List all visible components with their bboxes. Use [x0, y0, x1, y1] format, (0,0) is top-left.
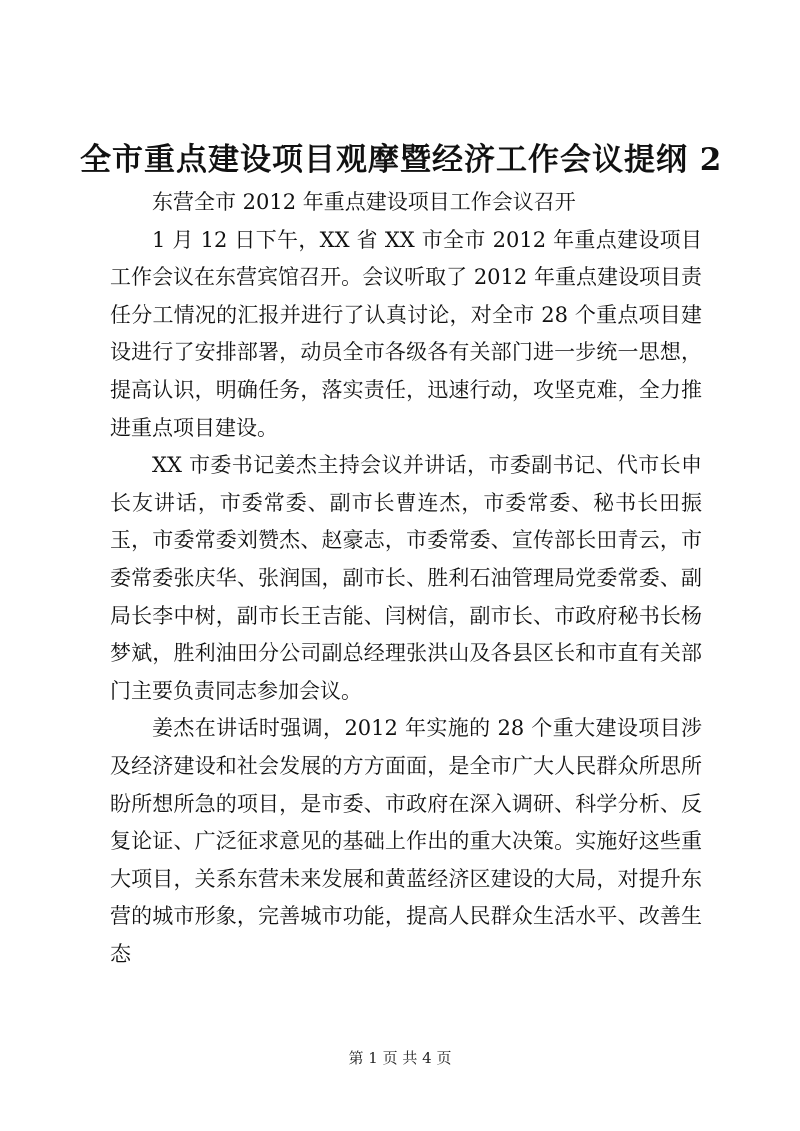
paragraph-meeting-overview: 1 月 12 日下午，XX 省 XX 市全市 2012 年重点建设项目工作会议在东营宾馆召开。会议听取了 2012 年重点建设项目责任分工情况的汇报并进行了认真讨论，对全市 28 个重点项目建设进行了安排部署，动员全市各级各有关部门进一步统一思想，提高认识，明确任务，落实责任，迅速行动，攻坚克难，全力推进重点项目建设。: [110, 227, 702, 440]
document-body: [110, 184, 702, 973]
document-title: 全市重点建设项目观摩暨经济工作会议提纲 2: [80, 142, 723, 178]
paragraph-attendees: XX 市委书记姜杰主持会议并讲话，市委副书记、代市长申长友讲话，市委常委、副市长曹连杰，市委常委、秘书长田振玉，市委常委刘赞杰、赵豪志，市委常委、宣传部长田青云，市委常委张庆华、张润国，副市长、胜利石油管理局党委常委、副局长李中树，副市长王吉能、闫树信，副市长、市政府秘书长杨梦斌，胜利油田分公司副总经理张洪山及各县区长和市直有关部门主要负责同志参加会议。: [110, 453, 702, 703]
document-subtitle: 东营全市 2012 年重点建设项目工作会议召开: [152, 190, 576, 214]
paragraph-speech: 姜杰在讲话时强调，2012 年实施的 28 个重大建设项目涉及经济建设和社会发展的方方面面，是全市广大人民群众所思所盼所想所急的项目，是市委、市政府在深入调研、科学分析、反复论证、广泛征求意见的基础上作出的重大决策。实施好这些重大项目，关系东营未来发展和黄蓝经济区建设的大局，对提升东营的城市形象，完善城市功能，提高人民群众生活水平、改善生态: [110, 716, 702, 966]
page-footer: 第 1 页 共 4 页: [348, 1049, 452, 1067]
